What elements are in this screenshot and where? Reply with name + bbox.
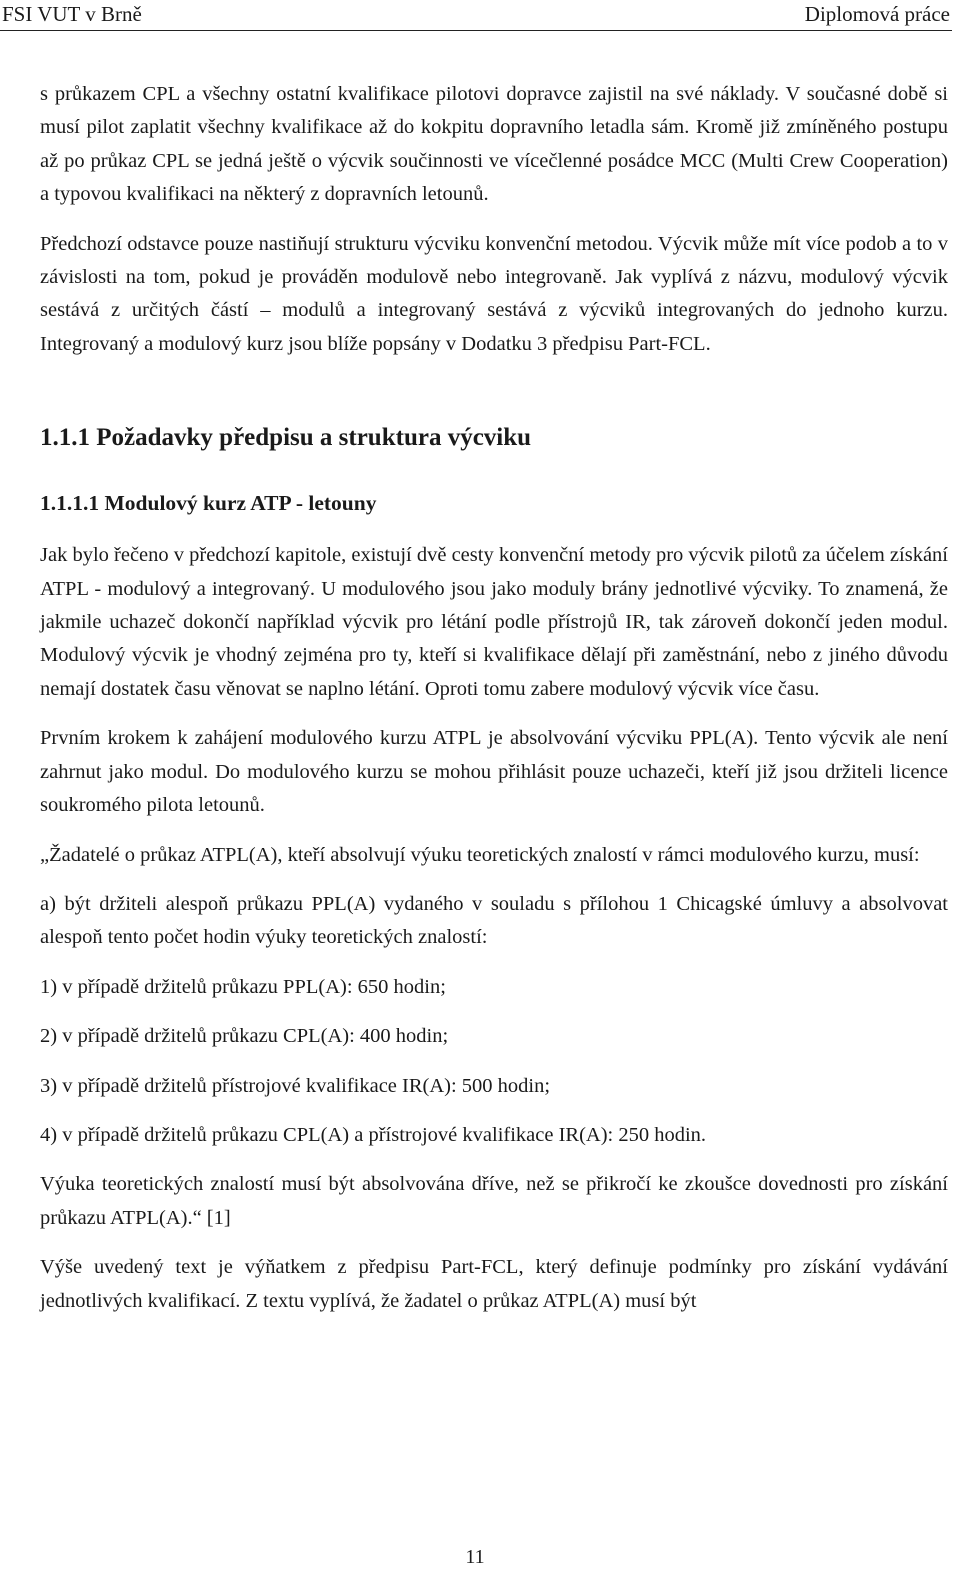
paragraph-first-step: Prvním krokem k zahájení modulového kurzu ATPL je absolvování výcviku PPL(A). Tento výcvik ale není zahrnut jako modul. Do modulového kurzu se mohou přihlásit pouze uchazeči, kteří již jsou držiteli licence soukromého pilota letounů.: [40, 727, 948, 817]
page-header: [0, 0, 952, 31]
paragraph-requirement-a: a) být držiteli alespoň průkazu PPL(A) vydaného v souladu s přílohou 1 Chicagské úmluvy a absolvovat alespoň tento počet hodin výuky teoretických znalostí:: [40, 892, 948, 949]
list-item: 1) v případě držitelů průkazu PPL(A): 650 hodin;: [40, 975, 446, 998]
subsection-heading: 1.1.1.1 Modulový kurz ATP - letouny: [40, 491, 377, 516]
header-document-type: Diplomová práce: [804, 2, 950, 26]
section-heading: 1.1.1 Požadavky předpisu a struktura výcviku: [40, 424, 532, 452]
paragraph-cpl-qualifications: s průkazem CPL a všechny ostatní kvalifikace pilotovi dopravce zajistil na své náklady. V současné době si musí pilot zaplatit všechny kvalifikace až do kokpitu dopravního letadla sám. Kromě již zmíněného postupu až po průkaz CPL se jedná ještě o výcvik součinnosti ve vícečlenné posádce MCC (Multi Crew Cooperation) a typovou kvalifikaci na některý z dopravních letounů.: [40, 83, 948, 206]
page-number: 11: [465, 1546, 485, 1568]
paragraph-modular-course: Jak bylo řečeno v předchozí kapitole, existují dvě cesty konvenční metody pro výcvik pilotů za účelem získání ATPL - modulový a integrovaný. U modulového jsou jako moduly brány jednotlivé výcviky. To znamená, že jakmile uchazeč dokončí například výcvik pro létání podle přístrojů IR, tak zároveň dokončí jeden modul. Modulový výcvik je vhodný zejména pro ty, kteří si kvalifikace dělají při zaměstnání, nebo z jiného důvodu nemají dostatek času věnovat se naplno létání. Oproti tomu zabere modulový výcvik více času.: [40, 544, 948, 700]
page-body: [40, 78, 948, 1318]
paragraph-part-fcl: Výše uvedený text je výňatkem z předpisu Part-FCL, který definuje podmínky pro získání vydávání jednotlivých kvalifikací. Z textu vyplívá, že žadatel o průkaz ATPL(A) musí být: [40, 1256, 948, 1312]
header-institution: FSI VUT v Brně: [2, 2, 142, 26]
list-item: 3) v případě držitelů přístrojové kvalifikace IR(A): 500 hodin;: [40, 1074, 551, 1097]
paragraph-training-structure: Předchozí odstavce pouze nastiňují strukturu výcviku konvenční metodou. Výcvik může mít více podob a to v závislosti na tom, pokud je prováděn modulově nebo integrovaně. Jak vyplívá z názvu, modulový výcvik sestává z určitých částí – modulů a integrovaný sestává z výcviků integrovaných do jednoho kurzu. Integrovaný a modulový kurz jsou blíže popsány v Dodatku 3 předpisu Part-FCL.: [40, 232, 948, 355]
list-item: 2) v případě držitelů průkazu CPL(A): 400 hodin;: [40, 1025, 449, 1048]
list-item: 4) v případě držitelů průkazu CPL(A) a přístrojové kvalifikace IR(A): 250 hodin.: [40, 1123, 707, 1146]
paragraph-theory-exam: Výuka teoretických znalostí musí být absolvována dříve, než se přikročí ke zkoušce dovednosti pro získání průkazu ATPL(A).“ [1]: [40, 1173, 948, 1229]
paragraph-quote-intro: „Žadatelé o průkaz ATPL(A), kteří absolvují výuku teoretických znalostí v rámci modulového kurzu, musí:: [40, 843, 920, 866]
